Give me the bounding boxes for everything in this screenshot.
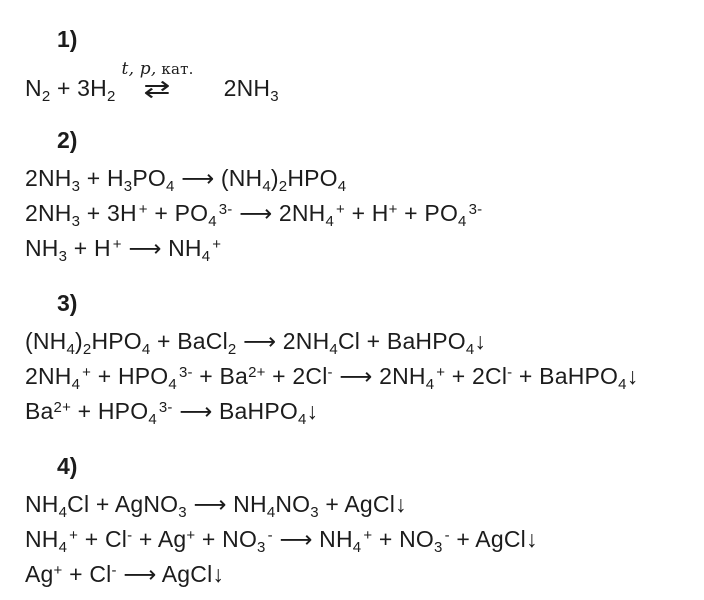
superscript: + [69, 527, 79, 544]
subscript: 2 [82, 341, 92, 358]
subscript: 4 [465, 341, 475, 358]
superscript: + [112, 236, 122, 253]
subscript: 2 [41, 88, 51, 105]
subscript: 4 [168, 376, 177, 393]
subscript: 4 [58, 539, 68, 556]
subscript: 4 [66, 341, 76, 358]
equation-line: $2NH_3 + 3H$ $^+ + PO_4^{3-}$ ⟶ $2NH_4^+ + H^+ + PO_4^{3-}$ [25, 200, 483, 230]
equation-section [25, 28, 696, 103]
subscript: 3 [257, 539, 266, 556]
subscript: 2 [227, 341, 237, 358]
conditions-upright-part: кат. [156, 60, 194, 78]
subscript: 4 [165, 178, 175, 195]
equation-left-side: $N_2 + 3H_2$ [25, 75, 116, 105]
equation-line: $NH_4^+ + Cl^- + Ag^+ + NO_3^-$ ⟶ $NH_4^+ + NO_3^-$ + AgCl↓ [25, 526, 538, 556]
subscript: 3 [71, 213, 81, 230]
equilibrium-equation [25, 60, 696, 103]
superscript: - [444, 527, 450, 544]
equation-line: $(NH_4)_2HPO_4$ + BaCl$_2$ ⟶ $2NH_4Cl$ + BaHPO$_4$↓ [25, 328, 487, 358]
subscript: 3 [178, 504, 187, 521]
superscript: - [127, 527, 133, 544]
superscript: 3- [468, 201, 483, 218]
equation-section [25, 129, 696, 266]
subscript: 4 [325, 213, 335, 230]
equation-line: $2NH_3 + H_3PO_4$ ⟶ $(NH_4)_2HPO_4$ [25, 165, 347, 195]
subscript: 3 [71, 178, 81, 195]
subscript: 2 [106, 88, 116, 105]
subscript: 4 [297, 411, 307, 428]
equation-line: $NH_4Cl$ + AgNO$_3$ ⟶ $NH_4NO_3$ + AgCl↓ [25, 491, 407, 521]
superscript: + [186, 527, 196, 544]
equation-section [25, 292, 696, 429]
section-number: 2) [57, 127, 78, 153]
equation-section [25, 455, 696, 592]
superscript: - [507, 364, 513, 381]
subscript: 2 [278, 178, 288, 195]
subscript: 3 [123, 178, 133, 195]
subscript: 3 [434, 539, 443, 556]
superscript: 3- [178, 364, 193, 381]
superscript: + [436, 364, 446, 381]
superscript: - [267, 527, 273, 544]
conditions-italic-part: t, p, [121, 59, 157, 79]
section-number: 1) [57, 26, 78, 52]
superscript: + [212, 236, 222, 253]
subscript: 4 [208, 213, 217, 230]
subscript: 4 [58, 504, 68, 521]
equation-line: $NH_3 + H$ + ⟶ $NH_4^+$ [25, 235, 222, 265]
superscript: 2+ [248, 364, 266, 381]
superscript: + [388, 201, 398, 218]
superscript: + [53, 562, 63, 579]
equilibrium-arrow-block [121, 59, 194, 103]
subscript: 4 [201, 248, 211, 265]
superscript: - [111, 562, 117, 579]
equilibrium-arrow-icon: ⇄ [143, 75, 172, 103]
superscript: 2+ [53, 399, 72, 416]
subscript: 4 [425, 376, 435, 393]
equation-line: $2NH_4^+ + HPO_4^{3-} + Ba^{2+} + 2Cl^-$ ⟶ $2NH_4^+ + 2Cl^-$ + BaHPO$_4$↓ [25, 363, 639, 393]
subscript: 4 [352, 539, 362, 556]
section-number: 4) [57, 453, 78, 479]
subscript: 3 [310, 504, 319, 521]
equation-line: $Ba^{2+} + HPO_4^{3-}$ ⟶ BaHPO$_4$↓ [25, 398, 319, 428]
subscript: 4 [71, 376, 81, 393]
equation-right-side: $2NH_3$ [223, 75, 279, 105]
superscript: 3- [158, 399, 173, 416]
superscript: + [82, 364, 92, 381]
superscript: + [336, 201, 345, 218]
subscript: 4 [262, 178, 271, 195]
superscript: - [327, 364, 333, 381]
equation-line: Ag+ + Cl- ⟶ AgCl↓ [25, 561, 225, 587]
superscript: + [138, 201, 148, 218]
superscript: 3- [218, 201, 233, 218]
subscript: 4 [458, 213, 467, 230]
subscript: 3 [270, 88, 279, 105]
subscript: 4 [329, 341, 338, 358]
section-number: 3) [57, 290, 78, 316]
subscript: 3 [58, 248, 68, 265]
equations-root [25, 28, 696, 592]
subscript: 4 [618, 376, 627, 393]
superscript: + [363, 527, 373, 544]
subscript: 4 [141, 341, 151, 358]
subscript: 4 [337, 178, 347, 195]
subscript: 4 [266, 504, 276, 521]
subscript: 4 [148, 411, 157, 428]
